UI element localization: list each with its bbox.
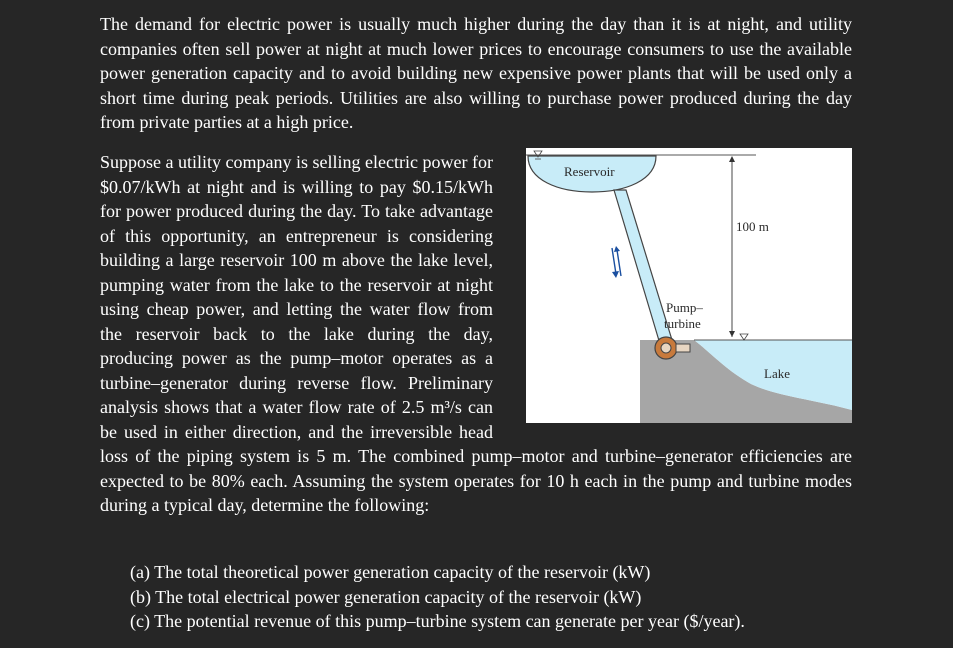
lake-level-marker-icon xyxy=(740,334,748,340)
height-label: 100 m xyxy=(736,219,769,234)
question-b: (b) The total electrical power generation capacity of the reservoir (kW) xyxy=(130,586,642,607)
intro-paragraph: The demand for electric power is usually much higher during the day than it is at night, and utility companies often sell power at night at much lower prices to encourage consumers to use the available power generation capacity and to avoid building new expensive power plants that will be used only a short time during peak periods. Utilities are also willing to purchase power produced during the day from private parties at a high price. xyxy=(100,14,852,132)
flow-arrow-down-icon xyxy=(612,248,616,274)
question-list xyxy=(130,560,745,634)
pump-label-line2: turbine xyxy=(664,316,701,331)
question-a: (a) The total theoretical power generation capacity of the reservoir (kW) xyxy=(130,562,651,582)
question-c: (c) The potential revenue of this pump–turbine system can generate per year ($/year). xyxy=(130,611,745,631)
pump-label-line1: Pump– xyxy=(666,300,703,315)
pumped-storage-figure xyxy=(526,148,852,423)
problem-paragraph: Suppose a utility company is selling electric power for $0.07/kWh at night and is willing to pay $0.15/kWh for power produced during the day. To take advantage of this opportunity, an entrepreneur is considering building a large reservoir 100 m above the lake level, pumping water from the lake to the reservoir at night using cheap power, and letting the water flow from the reservoir back to the lake during the day, producing power as the pump–motor operates as a turbine–generator during reverse flow. Preliminary analysis shows that a water flow rate of 2.5 m³/s can be used in either direction, and the irreversible head loss of the piping system is 5 m. The combined pump–motor and turbine–generator efficiencies are expected to be 80% each. Assuming the system operates for 10 h each in the pump and turbine modes during a typical day, determine the following: xyxy=(100,152,852,515)
reservoir-label: Reservoir xyxy=(564,164,615,179)
figure-svg xyxy=(526,148,852,423)
lake-label: Lake xyxy=(764,366,790,381)
